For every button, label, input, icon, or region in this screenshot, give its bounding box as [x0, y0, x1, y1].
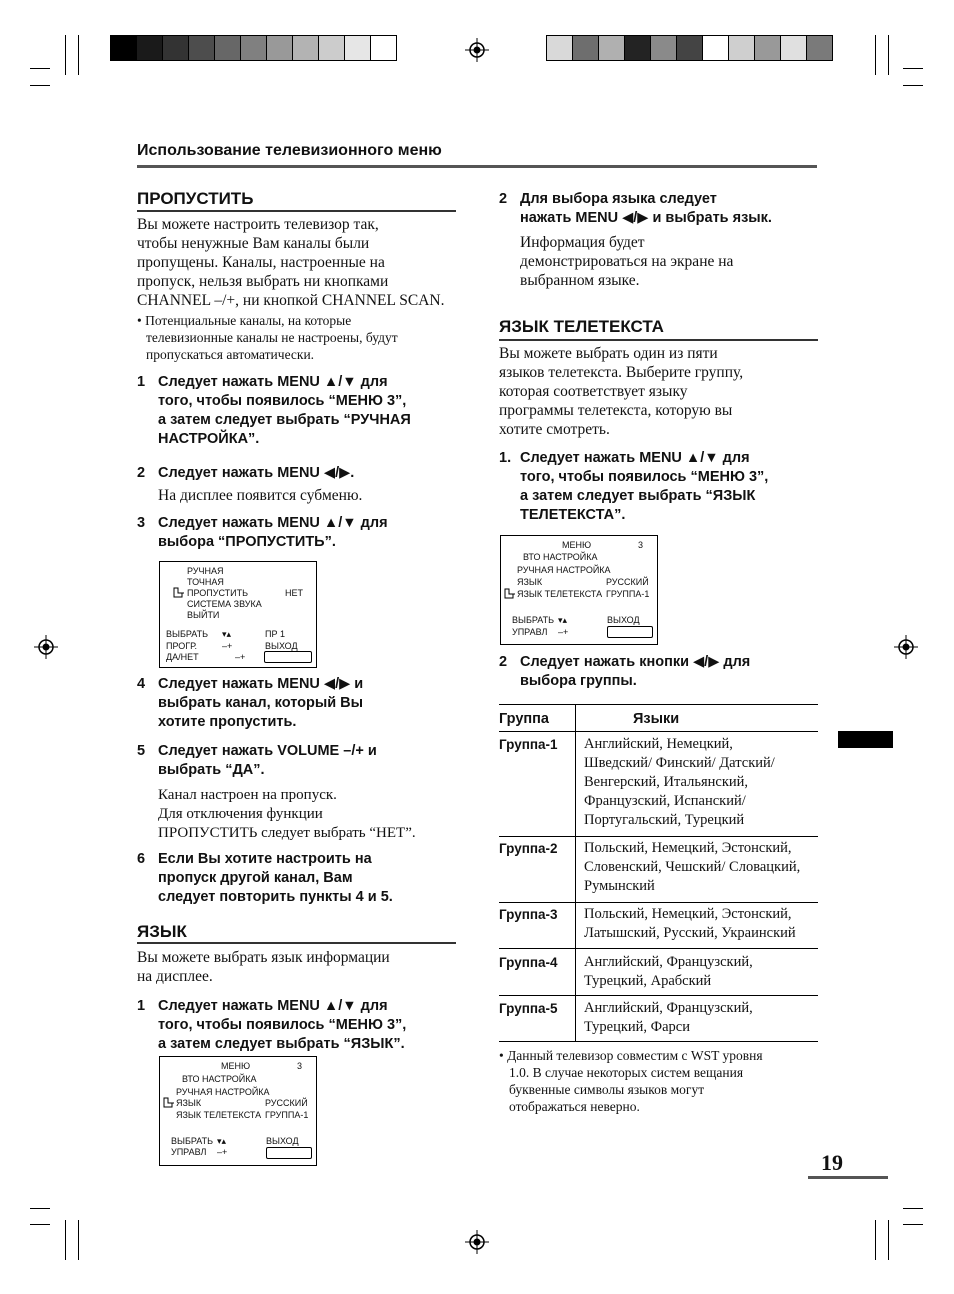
color-swatch	[136, 36, 162, 60]
skip-step-2: 2 Следует нажать MENU ◀/▶.	[137, 465, 355, 481]
osd-exit-box	[266, 1147, 312, 1159]
color-swatch	[598, 36, 624, 60]
osd-screen-language: МЕНЮ 3 ВТО НАСТРОЙКА РУЧНАЯ НАСТРОЙКА ЯЗЫК РУССКИЙ ЯЗЫК ТЕЛЕТЕКСТА ГРУППА-1 ВЫБРАТЬ ▾▴ ВЫХОД УПРАВЛ –+	[159, 1056, 317, 1166]
hand-pointer-icon	[163, 1097, 175, 1108]
skip-intro: Вы можете настроить телевизор так, чтобы ненужные Вам каналы были пропущены. Каналы, настроенные на пропуск, нельзя выбрать ни кнопками CHANNEL –/+, ни кнопкой CHANNEL SCAN.	[137, 216, 445, 309]
color-swatch	[162, 36, 188, 60]
table-row: Группа-3 Польский, Немецкий, Эстонский, Латышский, Русский, Украинский	[499, 903, 818, 949]
color-swatch	[702, 36, 728, 60]
color-swatch	[572, 36, 598, 60]
section-tab-marker	[838, 731, 893, 748]
color-swatch	[188, 36, 214, 60]
language-step-1: 1 Следует нажать MENU ▲/▼ для того, чтобы появилось “МЕНЮ 3”, а затем следует выбрать “ЯЗЫК”.	[137, 998, 407, 1052]
language-intro: Вы можете выбрать язык информации на дисплее.	[137, 949, 390, 985]
hand-pointer-icon	[173, 587, 185, 598]
section-rule	[499, 339, 818, 341]
table-header-divider	[575, 705, 576, 731]
color-swatch	[370, 36, 396, 60]
color-bar-right	[546, 35, 833, 61]
table-header-group: Группа	[499, 711, 549, 727]
registration-mark-icon	[465, 1230, 489, 1254]
color-bar-left	[110, 35, 397, 61]
page-number: 19	[821, 1150, 843, 1175]
color-swatch	[214, 36, 240, 60]
skip-step-1: 1 Следует нажать MENU ▲/▼ для того, чтобы появилось “МЕНЮ 3”, а затем следует выбрать “РУЧНАЯ НАСТРОЙКА”.	[137, 374, 411, 447]
page-number-rule	[808, 1176, 888, 1179]
header-rule	[137, 165, 817, 168]
table-row: Группа-4 Английский, Французский, Турецкий, Арабский	[499, 949, 818, 996]
osd-screen-teletext: МЕНЮ 3 ВТО НАСТРОЙКА РУЧНАЯ НАСТРОЙКА ЯЗЫК РУССКИЙ ЯЗЫК ТЕЛЕТЕКСТА ГРУППА-1 ВЫБРАТЬ ▾▴ ВЫХОД УПРАВЛ –+	[500, 535, 658, 645]
osd-exit-box	[607, 626, 653, 638]
table-top-rule	[499, 704, 818, 705]
registration-mark-icon	[894, 635, 918, 659]
section-heading-teletext: ЯЗЫК ТЕЛЕТЕКСТА	[499, 317, 664, 336]
skip-step-2-note: На дисплее появится субменю.	[158, 487, 363, 504]
language-step-2-note: Информация будет демонстрироваться на экране на выбранном языке.	[520, 234, 734, 289]
osd-screen-skip: РУЧНАЯ ТОЧНАЯ ПРОПУСТИТЬ НЕТ СИСТЕМА ЗВУКА ВЫЙТИ ВЫБРАТЬ ▾▴ ПР 1 ПРОГР. –+ ВЫХОД ДА/НЕТ –+	[159, 561, 317, 668]
skip-step-6: 6 Если Вы хотите настроить на пропуск другой канал, Вам следует повторить пункты 4 и 5.	[137, 851, 393, 905]
color-swatch	[292, 36, 318, 60]
section-rule	[137, 210, 456, 212]
registration-mark-icon	[34, 635, 58, 659]
color-swatch	[806, 36, 832, 60]
teletext-intro: Вы можете выбрать один из пяти языков телетекста. Выберите группу, которая соответствует языку программы телетекста, которую вы хотите смотреть.	[499, 345, 744, 438]
registration-mark-icon	[465, 38, 489, 62]
language-step-2: 2 Для выбора языка следует нажать MENU ◀/▶ и выбрать язык.	[499, 191, 772, 226]
skip-step-5-note: Канал настроен на пропуск. Для отключения функции ПРОПУСТИТЬ следует выбрать “НЕТ”.	[158, 787, 416, 841]
color-swatch	[240, 36, 266, 60]
section-rule	[137, 942, 456, 944]
hand-pointer-icon	[504, 588, 516, 599]
table-header-languages: Языки	[633, 711, 680, 727]
section-heading-language: ЯЗЫК	[137, 922, 187, 941]
table-row: Группа-1 Английский, Немецкий, Шведский/ Финский/ Датский/ Венгерский, Итальянский, Французский, Испанский/ Португальский, Турецкий	[499, 732, 818, 837]
color-swatch	[266, 36, 292, 60]
skip-step-3: 3 Следует нажать MENU ▲/▼ для выбора “ПРОПУСТИТЬ”.	[137, 515, 388, 550]
color-swatch	[344, 36, 370, 60]
color-swatch	[624, 36, 650, 60]
skip-step-4: 4 Следует нажать MENU ◀/▶ и выбрать канал, который Вы хотите пропустить.	[137, 676, 364, 730]
page-header-title: Использование телевизионного меню	[137, 142, 442, 159]
section-heading-skip: ПРОПУСТИТЬ	[137, 189, 254, 208]
color-swatch	[754, 36, 780, 60]
teletext-step-1: 1. Следует нажать MENU ▲/▼ для того, чтобы появилось “МЕНЮ 3”, а затем следует выбрать “ЯЗЫК ТЕЛЕТЕКСТА”.	[499, 450, 769, 523]
color-swatch	[111, 36, 136, 60]
color-swatch	[728, 36, 754, 60]
osd-exit-box	[264, 651, 312, 663]
skip-bullet-note: • Потенциальные каналы, на которые телевизионные каналы не настроены, будут пропускаться автоматически.	[137, 313, 398, 362]
color-swatch	[780, 36, 806, 60]
teletext-bullet-note: • Данный телевизор совместим с WST уровня 1.0. В случае некоторых систем вещания буквенные символы языков могут отображаться неверно.	[499, 1048, 763, 1114]
color-swatch	[318, 36, 344, 60]
color-swatch	[676, 36, 702, 60]
skip-step-5: 5 Следует нажать VOLUME –/+ и выбрать “ДА”.	[137, 743, 377, 778]
color-swatch	[650, 36, 676, 60]
color-swatch	[547, 36, 572, 60]
table-row: Группа-2 Польский, Немецкий, Эстонский, Словенский, Чешский/ Словацкий, Румынский	[499, 837, 818, 903]
table-row: Группа-5 Английский, Французский, Турецкий, Фарси	[499, 996, 818, 1042]
teletext-step-2: 2 Следует нажать кнопки ◀/▶ для выбора группы.	[499, 654, 751, 689]
